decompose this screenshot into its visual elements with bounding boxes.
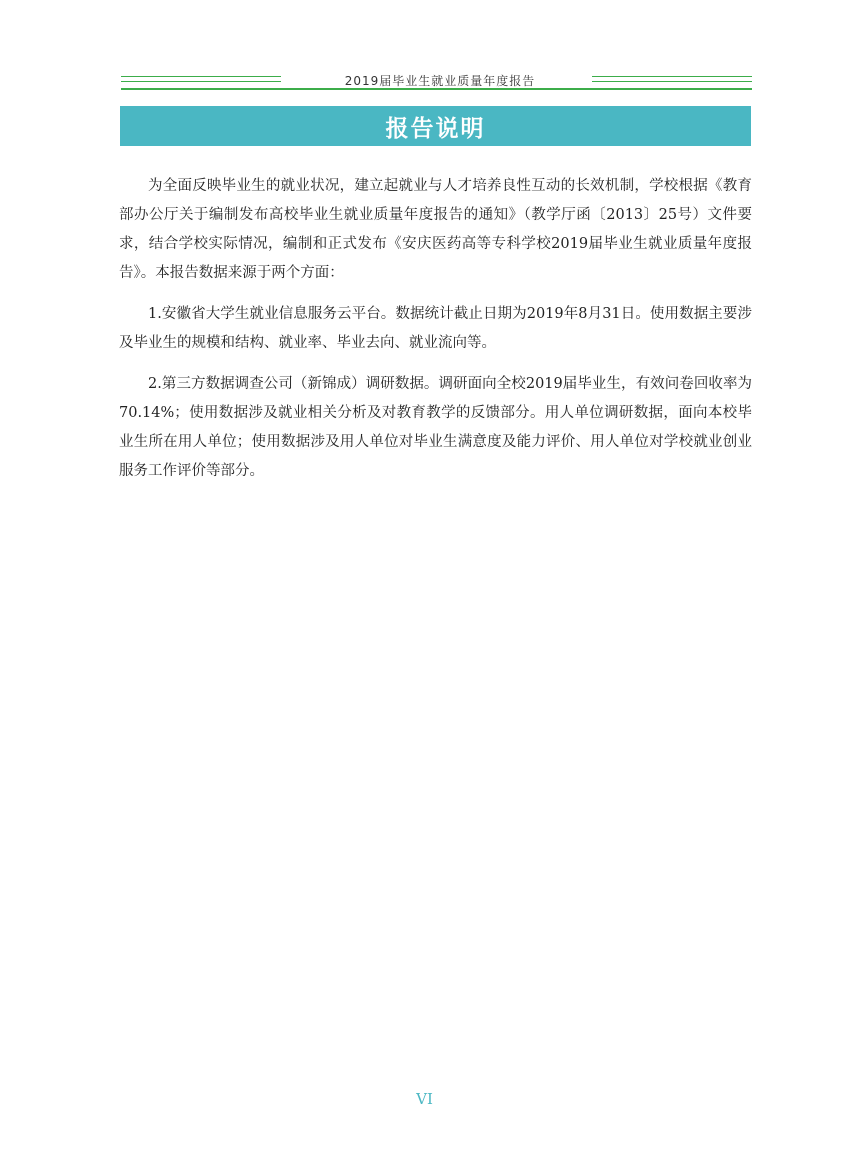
paragraph-source-2: 2.第三方数据调查公司（新锦成）调研数据。调研面向全校2019届毕业生，有效问卷回收率为70.14%；使用数据涉及就业相关分析及对教育教学的反馈部分。用人单位调研数据，面向本校毕业生所在用人单位；使用数据涉及用人单位对毕业生满意度及能力评价、用人单位对学校就业创业服务工作评价等部分。 (119, 376, 752, 479)
section-title: 报告说明 (385, 115, 486, 142)
page-number: VI (416, 1090, 433, 1108)
header-rule-right-top (592, 76, 752, 77)
header-rule-left-bottom (121, 81, 281, 82)
section-title-banner (120, 106, 751, 146)
header-rule-right-bottom (592, 81, 752, 82)
body-text (119, 172, 752, 498)
paragraph-intro: 为全面反映毕业生的就业状况，建立起就业与人才培养良性互动的长效机制，学校根据《教育部办公厅关于编制发布高校毕业生就业质量年度报告的通知》（教学厅函〔2013〕25号）文件要求，结合学校实际情况，编制和正式发布《安庆医药高等专科学校2019届毕业生就业质量年度报告》。本报告数据来源于两个方面： (119, 178, 752, 281)
running-header-title: 2019届毕业生就业质量年度报告 (344, 74, 536, 88)
header-rule-left-top (121, 76, 281, 77)
paragraph-source-1: 1.安徽省大学生就业信息服务云平台。数据统计截止日期为2019年8月31日。使用数据主要涉及毕业生的规模和结构、就业率、毕业去向、就业流向等。 (119, 306, 752, 351)
